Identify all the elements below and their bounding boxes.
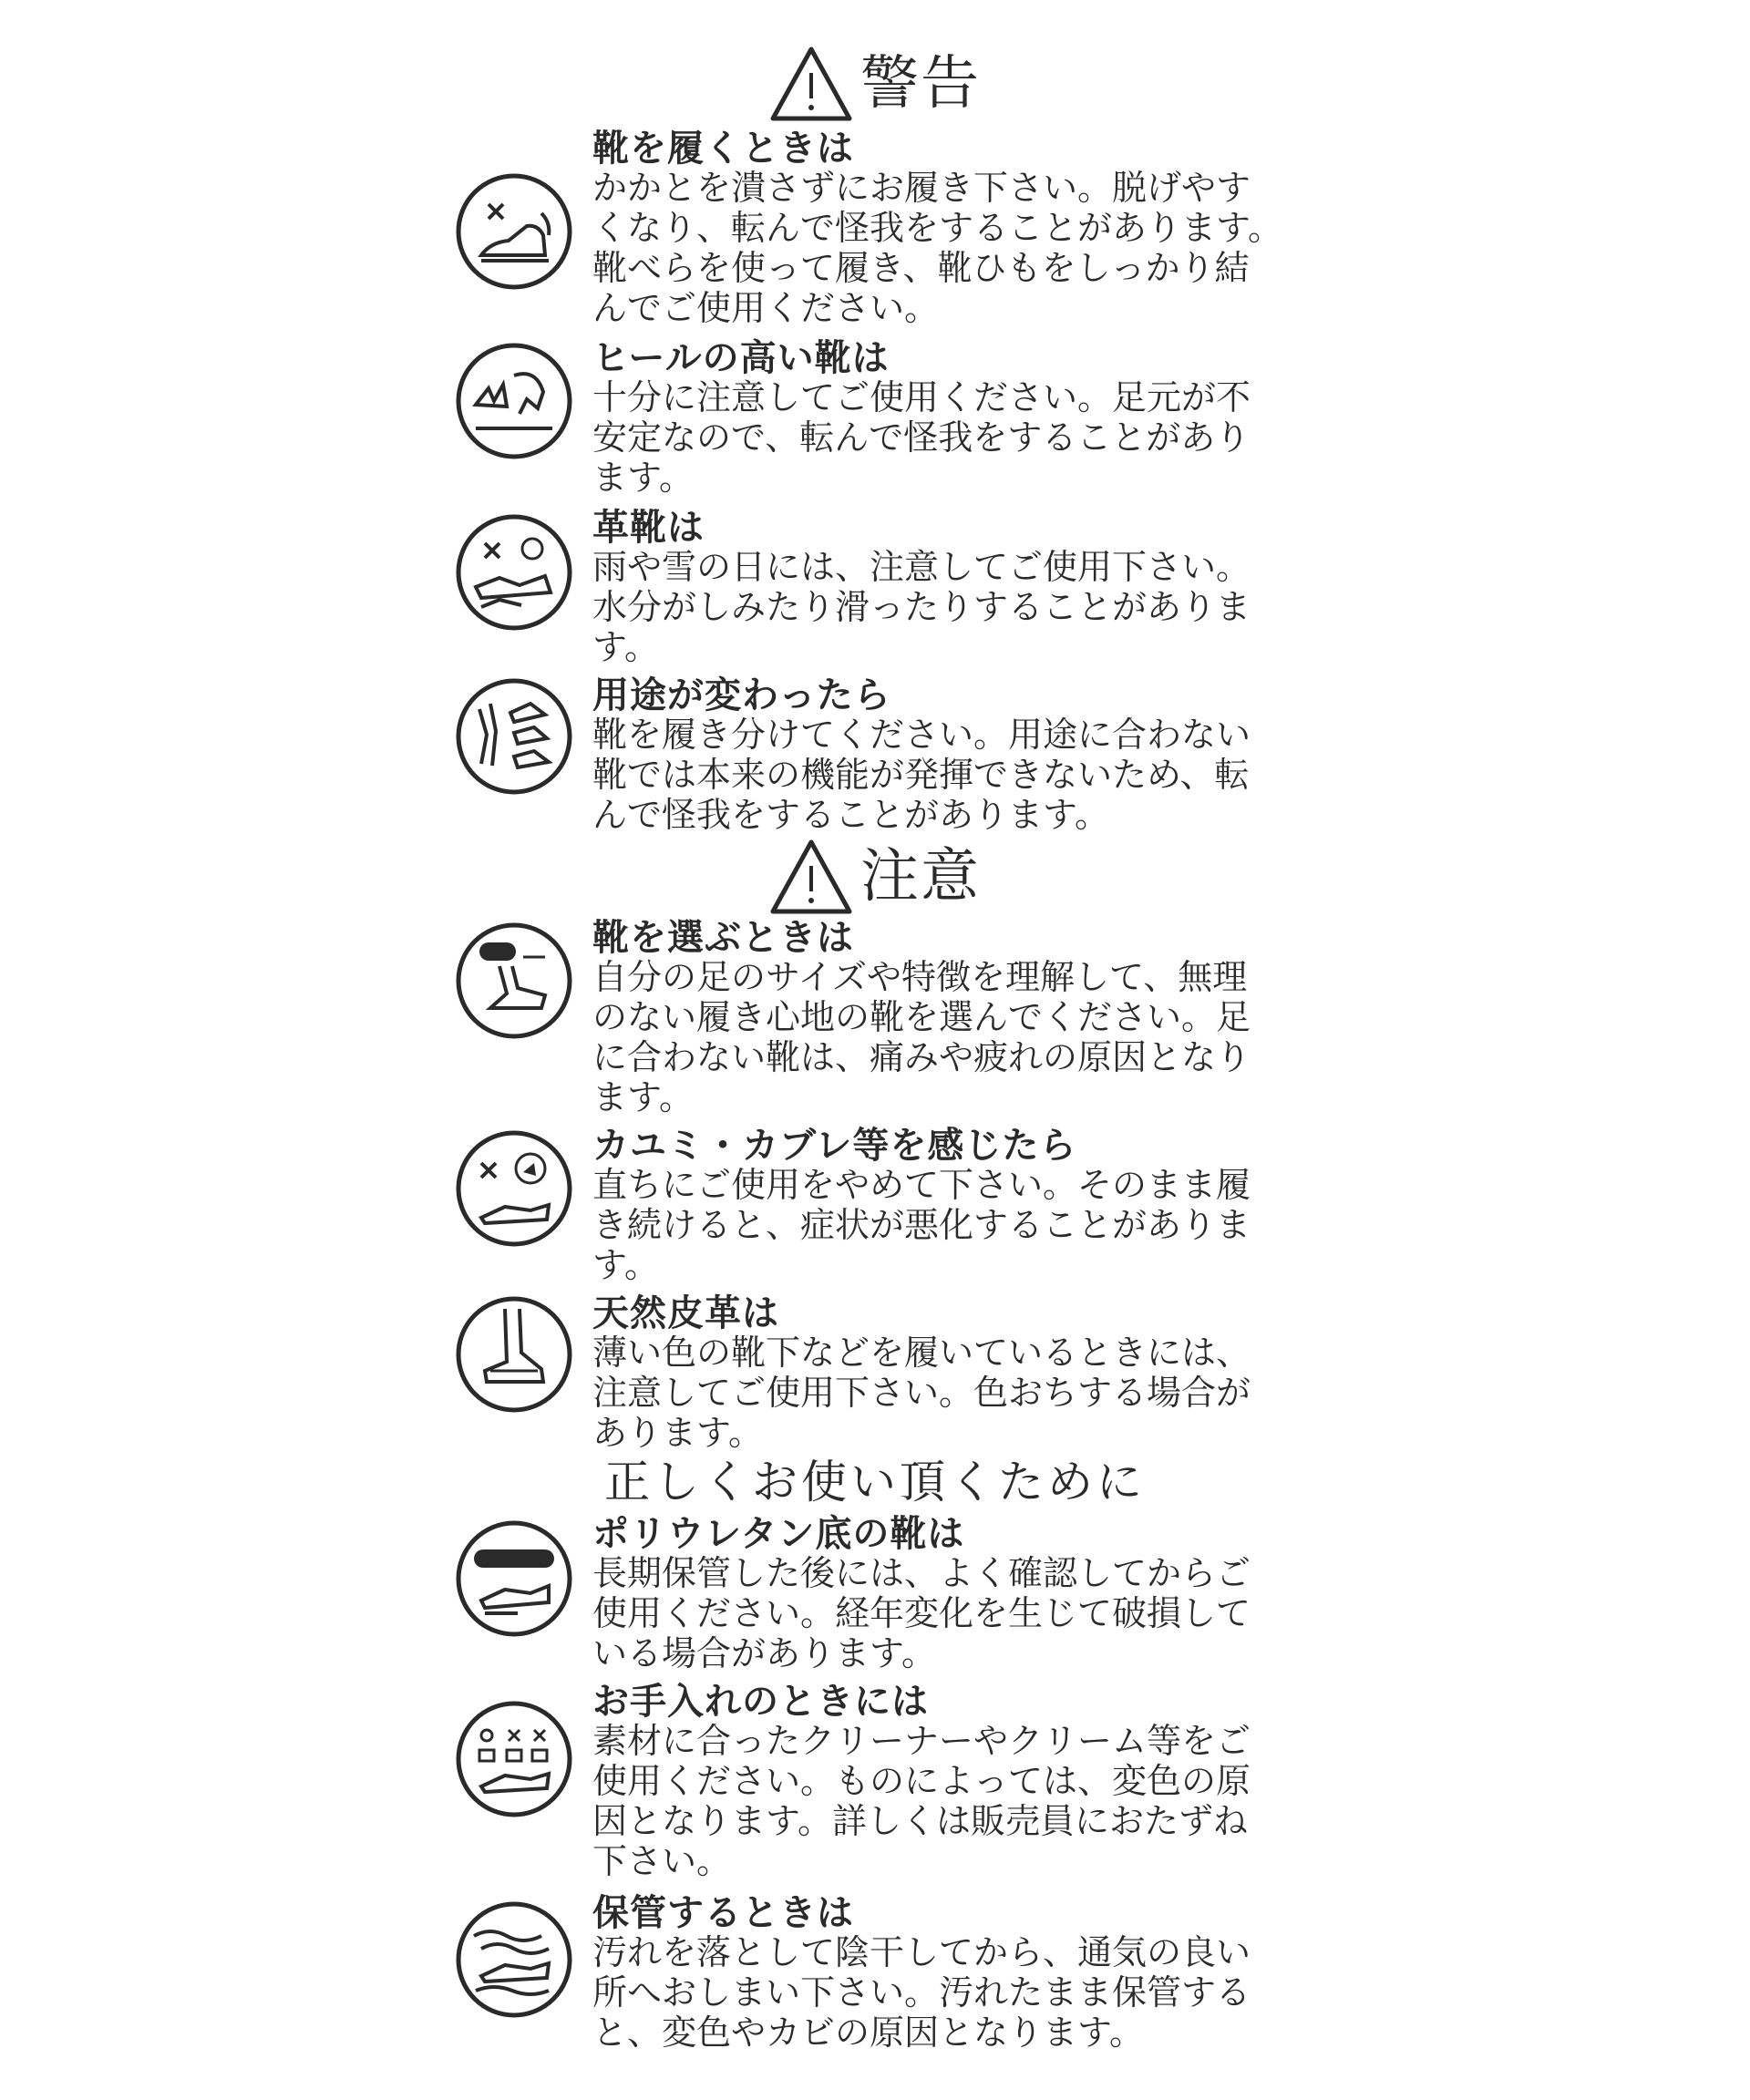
caution-item-title: 天然皮革は bbox=[592, 1292, 779, 1334]
proper-use-item-body bbox=[592, 1932, 1322, 2053]
body-line: 靴べらを使って履き、靴ひもをしっかり結 bbox=[592, 248, 1250, 288]
warning-item-body bbox=[592, 715, 1322, 835]
body-line: かかとを潰さずにお履き下さい。脱げやす bbox=[592, 168, 1251, 208]
proper-use-item-body bbox=[592, 1553, 1322, 1673]
body-line: 下さい。 bbox=[592, 1841, 732, 1881]
body-line: 直ちにご使用をやめて下さい。そのまま履 bbox=[592, 1165, 1251, 1205]
warning-heading-label: 警告 bbox=[860, 50, 981, 118]
body-line: 靴を履き分けてください。用途に合わない bbox=[592, 715, 1251, 755]
warning-item-title: 靴を履くときは bbox=[592, 128, 854, 170]
body-line: 安定なので、転んで怪我をすることがあり bbox=[592, 417, 1251, 458]
body-line: 十分に注意してご使用ください。足元が不 bbox=[592, 377, 1251, 417]
body-line: あります。 bbox=[592, 1413, 763, 1453]
body-line: ます。 bbox=[592, 1077, 694, 1117]
body-line: す。 bbox=[592, 627, 659, 667]
caution-heading bbox=[0, 835, 1750, 919]
body-line: 汚れを落として陰干してから、通気の良い bbox=[592, 1932, 1251, 1972]
shoe-care-icon bbox=[454, 1699, 574, 1819]
body-line: 注意してご使用下さい。色おちする場合が bbox=[592, 1373, 1251, 1413]
body-line: 薄い色の靴下などを履いているときには、 bbox=[592, 1333, 1251, 1373]
body-line: いる場合があります。 bbox=[592, 1633, 936, 1673]
proper-use-heading: 正しくお使い頂くために bbox=[604, 1456, 1146, 1508]
proper-use-item-title: お手入れのときには bbox=[592, 1681, 929, 1723]
body-line: き続けると、症状が悪化することがありま bbox=[592, 1205, 1251, 1245]
body-line: 長期保管した後には、よく確認してからご bbox=[592, 1553, 1251, 1593]
body-line: 素材に合ったクリーナーやクリーム等をご bbox=[592, 1721, 1251, 1761]
rain-leather-shoe-icon bbox=[454, 512, 574, 633]
caution-item-title: カユミ・カブレ等を感じたら bbox=[592, 1125, 1077, 1167]
warning-item-title: 用途が変わったら bbox=[592, 674, 891, 716]
warning-item-body bbox=[592, 168, 1322, 328]
caution-item-body bbox=[592, 957, 1322, 1117]
shoe-usage-icon bbox=[454, 676, 574, 797]
proper-use-item-body bbox=[592, 1721, 1322, 1881]
foot-sock-icon bbox=[454, 1294, 574, 1415]
foot-pain-icon bbox=[454, 1128, 574, 1249]
shoe-storage-icon bbox=[454, 1899, 574, 2020]
body-line: 水分がしみたり滑ったりすることがありま bbox=[592, 587, 1251, 627]
body-line: と、変色やカビの原因となります。 bbox=[592, 2012, 1144, 2053]
body-line: 雨や雪の日には、注意してご使用下さい。 bbox=[592, 547, 1251, 587]
caution-heading-label: 注意 bbox=[860, 843, 981, 911]
body-line: のない履き心地の靴を選んでください。足 bbox=[592, 997, 1251, 1037]
body-line: んでご使用ください。 bbox=[592, 288, 940, 328]
body-line: 因となります。詳しくは販売員におたずね bbox=[592, 1801, 1248, 1841]
body-line: 使用ください。ものによっては、変色の原 bbox=[592, 1761, 1251, 1801]
body-line: 使用ください。経年変化を生じて破損して bbox=[592, 1593, 1251, 1633]
caution-triangle-icon bbox=[769, 839, 853, 915]
body-line: くなり、転んで怪我をすることがあります。 bbox=[592, 208, 1282, 248]
body-line: に合わない靴は、痛みや疲れの原因となり bbox=[592, 1037, 1251, 1077]
warning-item-title: 革靴は bbox=[592, 507, 705, 549]
warning-heading bbox=[0, 42, 1750, 126]
caution-item-body bbox=[592, 1165, 1322, 1285]
shoe-heel-crush-icon bbox=[454, 171, 574, 292]
body-line: 靴では本来の機能が発揮できないため、転 bbox=[592, 755, 1250, 795]
body-line: す。 bbox=[592, 1245, 659, 1285]
body-line: ます。 bbox=[592, 458, 694, 498]
warning-item-body bbox=[592, 377, 1322, 498]
body-line: んで怪我をすることがあります。 bbox=[592, 795, 1109, 835]
proper-use-item-title: 保管するときは bbox=[592, 1892, 854, 1934]
polyurethane-sole-icon bbox=[454, 1518, 574, 1639]
high-heel-icon bbox=[454, 341, 574, 461]
body-line: 所へおしまい下さい。汚れたまま保管する bbox=[592, 1972, 1251, 2012]
warning-triangle-icon bbox=[769, 46, 853, 122]
caution-item-title: 靴を選ぶときは bbox=[592, 917, 854, 959]
warning-item-title: ヒールの高い靴は bbox=[592, 337, 890, 379]
body-line: 自分の足のサイズや特徴を理解して、無理 bbox=[592, 957, 1248, 997]
warning-item-body bbox=[592, 547, 1322, 667]
proper-use-item-title: ポリウレタン底の靴は bbox=[592, 1513, 965, 1555]
shoe-size-icon bbox=[454, 921, 574, 1041]
caution-item-body bbox=[592, 1333, 1322, 1453]
